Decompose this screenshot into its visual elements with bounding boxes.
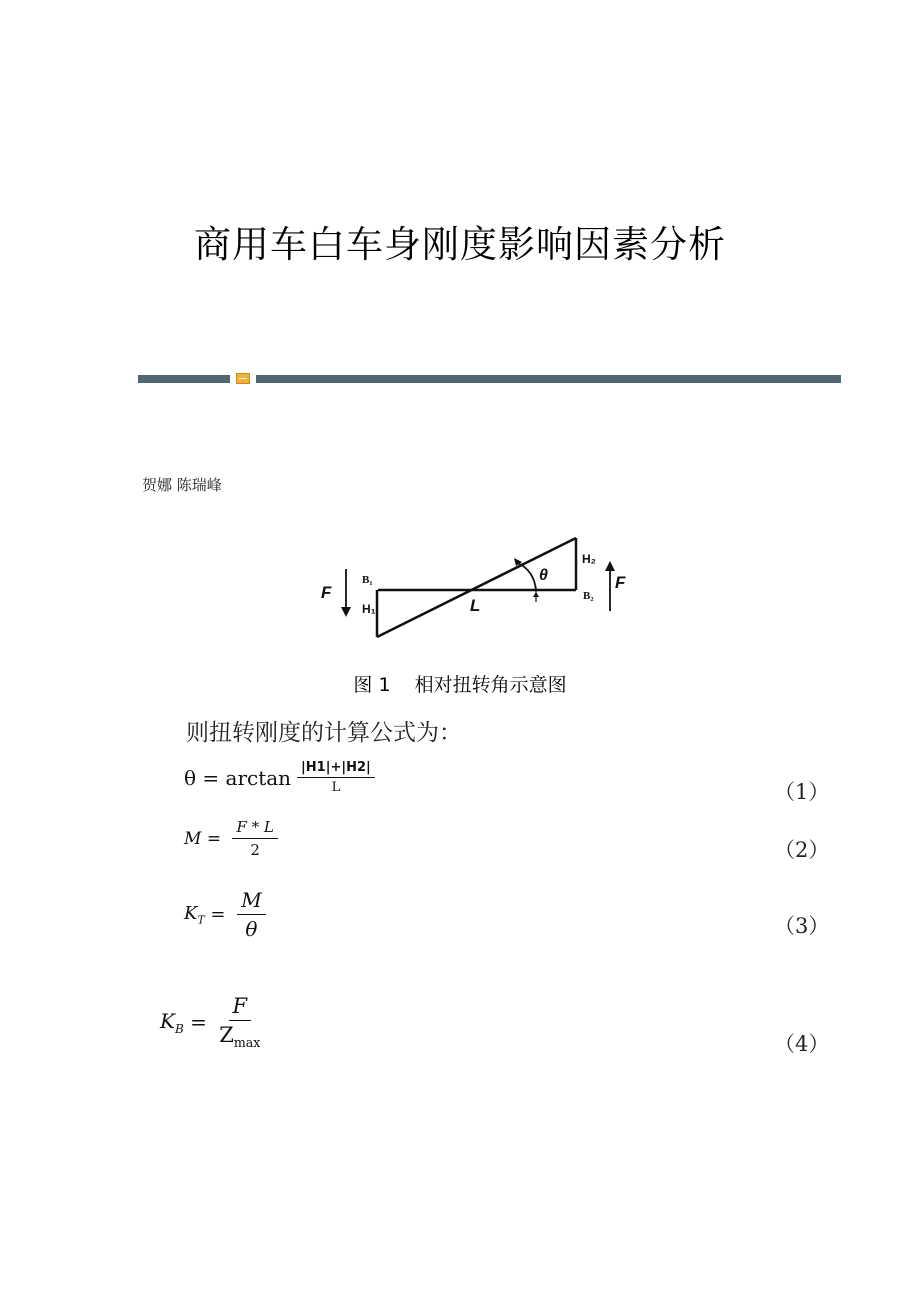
label-h2: H₂	[582, 552, 596, 566]
figure-caption-text: 相对扭转角示意图	[414, 674, 567, 696]
equation-2	[184, 818, 278, 859]
label-f-left: F	[321, 583, 332, 602]
equation-1	[184, 760, 375, 795]
equation-4-operator: =	[183, 1010, 214, 1035]
label-l: L	[470, 596, 481, 615]
intro-text: 则扭转刚度的计算公式为：	[186, 720, 462, 746]
equation-4-numerator: F	[229, 994, 252, 1021]
header-rule-left	[138, 375, 230, 383]
equation-1-numerator: |H1|+|H2|	[297, 760, 375, 778]
figure-number: 图 1	[353, 674, 391, 696]
equation-4-lhs: $K_B$	[160, 1008, 184, 1036]
angle-arc	[518, 563, 536, 590]
torsion-angle-diagram	[300, 525, 660, 655]
equation-2-number: （2）	[774, 838, 830, 862]
angle-arc-tick	[533, 592, 539, 597]
equation-2-lhs: M	[184, 828, 202, 849]
equation-3-operator: =	[204, 904, 232, 925]
equation-1-fraction	[297, 760, 375, 795]
rule-emblem-icon	[236, 373, 250, 384]
equation-4	[160, 994, 260, 1050]
equation-3-denominator: θ	[245, 917, 258, 941]
equation-2-numerator: F * L	[232, 818, 277, 839]
equation-4-denominator: $Z_{max}$	[219, 1023, 261, 1051]
equation-3-lhs: $K_T$	[184, 902, 205, 927]
equation-1-number: （1）	[774, 780, 830, 804]
label-h1: H₁	[362, 602, 376, 616]
equation-1-denominator: L	[331, 780, 341, 795]
equation-1-lhs: θ = arctan	[184, 765, 292, 790]
equation-3-fraction	[237, 888, 265, 941]
authors: 贺娜 陈瑞峰	[142, 476, 222, 494]
label-b1: B₁	[362, 574, 373, 586]
equation-3	[184, 888, 266, 941]
label-theta: θ	[539, 567, 548, 584]
label-f-right: F	[615, 573, 626, 592]
equation-4-number: （4）	[774, 1032, 830, 1056]
label-b2: B₂	[583, 590, 594, 602]
diagonal-beam	[377, 538, 576, 637]
equation-2-denominator: 2	[250, 841, 260, 859]
equation-3-numerator: M	[237, 888, 265, 915]
figure-caption	[0, 670, 920, 697]
equation-2-operator: =	[201, 828, 227, 849]
document-title: 商用车白车身刚度影响因素分析	[194, 223, 726, 266]
equation-2-fraction	[232, 818, 277, 859]
equation-4-fraction	[219, 994, 260, 1050]
equation-3-number: （3）	[774, 914, 830, 938]
header-rule-right	[256, 375, 841, 383]
